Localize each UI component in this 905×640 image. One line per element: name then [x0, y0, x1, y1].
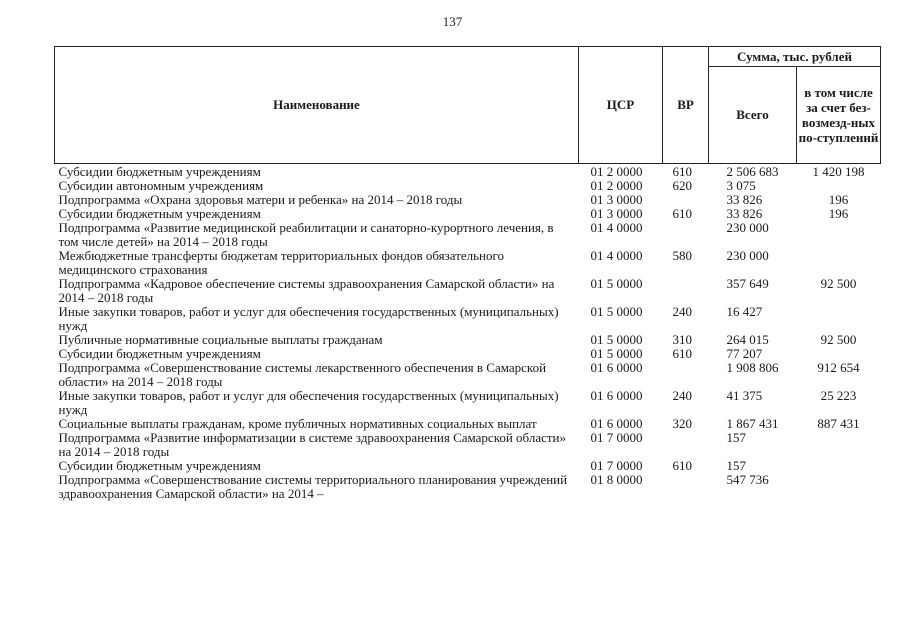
cell-name: Иные закупки товаров, работ и услуг для обеспечения государственных (муниципальных) нужд [58, 304, 559, 333]
cell-vr: 610 [672, 346, 692, 361]
cell-free-receipts: 196 [828, 192, 849, 207]
cell-vr [663, 193, 709, 207]
header-name: Наименование [55, 47, 579, 164]
cell-name: Субсидии бюджетным учреждениям [58, 458, 261, 473]
cell-csr: 01 6 0000 [590, 360, 643, 375]
cell-name: Подпрограмма «Охрана здоровья матери и ребенка» на 2014 – 2018 годы [58, 192, 463, 207]
cell-free-receipts [797, 305, 881, 333]
table-row [55, 164, 881, 180]
cell-free-receipts [797, 221, 881, 249]
cell-csr: 01 8 0000 [590, 472, 643, 487]
cell-csr: 01 6 0000 [590, 388, 643, 403]
table-row [55, 221, 881, 249]
cell-free-receipts [797, 347, 881, 361]
cell-free-receipts: 92 500 [820, 332, 857, 347]
cell-free-receipts [797, 249, 881, 277]
table-row [55, 207, 881, 221]
cell-name: Межбюджетные трансферты бюджетам территориальных фондов обязательного медицинского страхования [58, 248, 505, 277]
cell-csr: 01 5 0000 [590, 276, 643, 291]
cell-vr [663, 431, 709, 459]
cell-csr: 01 2 0000 [590, 178, 643, 193]
table-header [55, 47, 881, 164]
cell-vr: 610 [672, 458, 692, 473]
cell-name: Субсидии автономным учреждениям [58, 178, 264, 193]
cell-csr: 01 4 0000 [590, 220, 643, 235]
cell-csr: 01 3 0000 [590, 206, 643, 221]
cell-free-receipts: 1 420 198 [812, 164, 865, 179]
cell-name: Социальные выплаты гражданам, кроме публичных нормативных социальных выплат [58, 416, 537, 431]
cell-name: Подпрограмма «Совершенствование системы лекарственного обеспечения в Самарской области» на 2014 – 2018 годы [58, 360, 547, 389]
cell-name: Иные закупки товаров, работ и услуг для обеспечения государственных (муниципальных) нужд [58, 388, 559, 417]
cell-name: Субсидии бюджетным учреждениям [58, 346, 261, 361]
cell-vr: 610 [672, 164, 692, 179]
cell-name: Подпрограмма «Кадровое обеспечение системы здравоохранения Самарской области» на 2014 – 2018 годы [58, 276, 555, 305]
cell-vr [663, 221, 709, 249]
cell-free-receipts [797, 431, 881, 459]
table-row [55, 459, 881, 473]
table-row [55, 473, 881, 501]
header-sum-group: Сумма, тыс. рублей [709, 47, 881, 67]
cell-free-receipts: 196 [828, 206, 849, 221]
cell-name: Подпрограмма «Развитие информатизации в системе здравоохранения Самарской области» на 2014 – 2018 годы [58, 430, 567, 459]
cell-name: Подпрограмма «Совершенствование системы территориального планирования учреждений здравоохранения Самарской области» на 2014 – [58, 472, 568, 501]
header-free-receipts: в том числе за счет без-возмезд-ных по-ступлений [797, 67, 881, 164]
cell-total: 264 015 [726, 332, 769, 347]
cell-csr: 01 6 0000 [590, 416, 643, 431]
cell-csr: 01 7 0000 [590, 430, 643, 445]
cell-free-receipts [797, 179, 881, 193]
cell-csr: 01 4 0000 [590, 248, 643, 263]
cell-free-receipts: 25 223 [820, 388, 857, 403]
cell-free-receipts [797, 473, 881, 501]
cell-name: Публичные нормативные социальные выплаты гражданам [58, 332, 383, 347]
cell-vr: 620 [672, 178, 692, 193]
table-row [55, 249, 881, 277]
header-total: Всего [709, 67, 797, 164]
cell-vr: 610 [672, 206, 692, 221]
cell-total: 157 [726, 458, 746, 473]
cell-total: 33 826 [726, 206, 763, 221]
cell-total: 16 427 [726, 304, 763, 319]
cell-vr [663, 473, 709, 501]
cell-total: 230 000 [726, 220, 769, 235]
cell-total: 77 207 [726, 346, 763, 361]
table-body [55, 164, 881, 502]
cell-csr: 01 2 0000 [590, 164, 643, 179]
cell-total: 1 867 431 [726, 416, 779, 431]
cell-csr: 01 5 0000 [590, 304, 643, 319]
cell-vr: 310 [672, 332, 692, 347]
budget-table [54, 46, 881, 501]
table-row [55, 431, 881, 459]
cell-vr [663, 277, 709, 305]
cell-vr: 240 [672, 388, 692, 403]
cell-total: 1 908 806 [726, 360, 779, 375]
cell-free-receipts: 887 431 [817, 416, 860, 431]
table-row [55, 305, 881, 333]
cell-vr: 240 [672, 304, 692, 319]
cell-total: 547 736 [726, 472, 769, 487]
table-row [55, 277, 881, 305]
cell-total: 3 075 [726, 178, 756, 193]
cell-csr: 01 5 0000 [590, 346, 643, 361]
cell-total: 157 [726, 430, 746, 445]
cell-free-receipts [797, 459, 881, 473]
cell-total: 230 000 [726, 248, 769, 263]
cell-free-receipts: 912 654 [817, 360, 860, 375]
table-row [55, 389, 881, 417]
header-csr: ЦСР [579, 47, 663, 164]
cell-total: 33 826 [726, 192, 763, 207]
cell-csr: 01 3 0000 [590, 192, 643, 207]
cell-total: 357 649 [726, 276, 769, 291]
page-number: 137 [442, 14, 463, 29]
cell-vr [663, 361, 709, 389]
header-vr: ВР [663, 47, 709, 164]
cell-free-receipts: 92 500 [820, 276, 857, 291]
cell-name: Субсидии бюджетным учреждениям [58, 206, 261, 221]
cell-total: 2 506 683 [726, 164, 779, 179]
cell-csr: 01 5 0000 [590, 332, 643, 347]
cell-total: 41 375 [726, 388, 763, 403]
table-row [55, 361, 881, 389]
cell-vr: 580 [672, 248, 692, 263]
table-row [55, 417, 881, 431]
cell-vr: 320 [672, 416, 692, 431]
table-row [55, 179, 881, 193]
table-row [55, 347, 881, 361]
cell-csr: 01 7 0000 [590, 458, 643, 473]
cell-name: Субсидии бюджетным учреждениям [58, 164, 261, 179]
table-row [55, 193, 881, 207]
cell-name: Подпрограмма «Развитие медицинской реабилитации и санаторно-курортного лечения, в том числе детей» на 2014 – 2018 годы [58, 220, 554, 249]
table-row [55, 333, 881, 347]
